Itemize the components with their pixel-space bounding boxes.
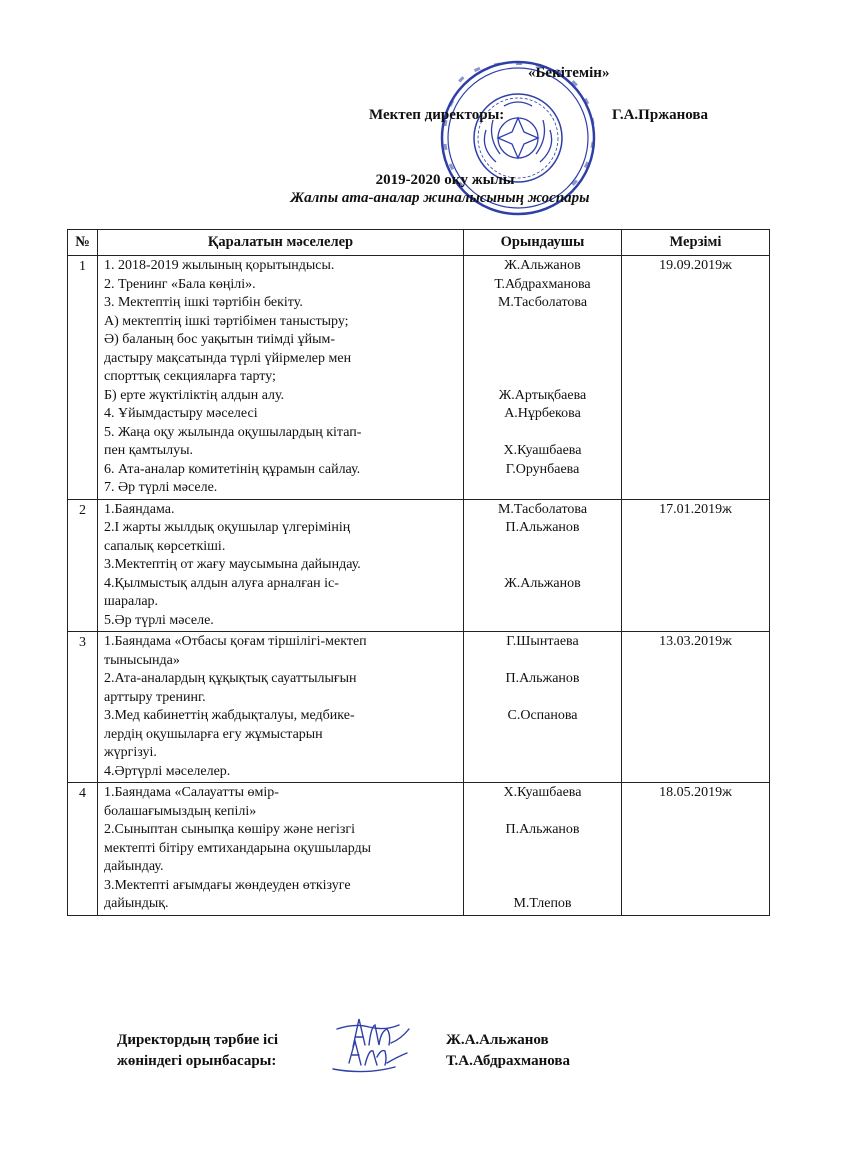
responsible-person [464, 424, 621, 443]
issue-line: болашағымыздың кепілі» [104, 803, 257, 819]
issue-line: А) мектептің ішкі тәртібімен таныстыру; [104, 313, 349, 329]
footer-name2: Т.А.Абдрахманова [446, 1053, 570, 1069]
issue-line: 4.Әртүрлі мәселелер. [104, 763, 231, 779]
responsible-person [464, 368, 621, 387]
issue-line: Б) ерте жүктіліктің алдын алу. [104, 387, 285, 403]
row-responsible [464, 632, 622, 783]
footer-role-line2: жөніндегі орынбасары: [117, 1053, 277, 1069]
responsible-person: П.Альжанов [505, 671, 580, 686]
issue-line: дастыру мақсатында түрлі үйірмелер мен [104, 350, 352, 366]
row-responsible [464, 256, 622, 500]
issue-line: 7. Әр түрлі мәселе. [104, 480, 218, 495]
issue-line: лердің оқушыларға егу жұмыстарын [104, 726, 323, 742]
issue-line: 1.Баяндама «Салауатты өмір- [104, 785, 279, 800]
header-number: № [68, 230, 98, 256]
academic-year: 2019-2020 оқу жылы [375, 172, 515, 188]
issue-line: тынысында» [104, 652, 180, 668]
row-deadline: 17.01.2019ж [622, 499, 770, 632]
responsible-person [464, 652, 621, 671]
issue-line: спорттық секцияларға тарту; [104, 369, 276, 384]
responsible-person: П.Альжанов [505, 822, 580, 837]
issue-line: 4. Ұйымдастыру мәселесі [104, 406, 258, 421]
issue-line: 2. Тренинг «Бала көңілі». [104, 276, 256, 292]
table-row [68, 499, 770, 632]
row-issues [98, 256, 464, 500]
issue-line: арттыру тренинг. [104, 689, 206, 705]
handwritten-signature [325, 1005, 435, 1085]
responsible-person [464, 556, 621, 575]
meeting-plan-table [67, 229, 770, 916]
issue-line: 3.Мектепті ағымдағы жөндеуден өткізуге [104, 877, 351, 893]
table-row [68, 256, 770, 500]
issue-line: дайындық. [104, 896, 169, 911]
responsible-person: А.Нұрбекова [504, 406, 581, 421]
responsible-person [464, 858, 621, 877]
responsible-person: Ж.Альжанов [504, 258, 581, 273]
table-row [68, 632, 770, 783]
row-responsible [464, 783, 622, 916]
issue-line: сапалық көрсеткіші. [104, 538, 226, 554]
footer-name1: Ж.А.Альжанов [446, 1032, 549, 1048]
responsible-person: Ж.Альжанов [504, 575, 581, 591]
responsible-person [464, 538, 621, 557]
issue-line: жүргізуі. [104, 745, 157, 760]
responsible-person [464, 331, 621, 350]
issue-line: 3. Мектептің ішкі тәртібін бекіту. [104, 295, 303, 310]
row-deadline: 18.05.2019ж [622, 783, 770, 916]
responsible-person [464, 840, 621, 859]
table-header-row [68, 230, 770, 256]
responsible-person: Х.Куашбаева [503, 443, 582, 458]
responsible-person: Г.Шынтаева [506, 634, 579, 649]
row-deadline: 13.03.2019ж [622, 632, 770, 783]
approval-role: Мектеп директоры: [369, 107, 505, 123]
document-title: Жалпы ата-аналар жиналысының жоспары [290, 190, 590, 206]
issue-line: 5. Жаңа оқу жылында оқушылардың кітап- [104, 424, 362, 440]
issue-line: мектепті бітіру емтихандарына оқушыларды [104, 840, 372, 856]
responsible-person: М.Тлепов [513, 896, 572, 911]
header-issues: Қаралатын мәселелер [98, 230, 464, 256]
row-issues [98, 499, 464, 632]
issue-line: пен қамтылуы. [104, 443, 193, 458]
row-deadline: 19.09.2019ж [622, 256, 770, 500]
issue-line: 4.Қылмыстық алдын алуға арналған іс- [104, 575, 339, 591]
footer-role [117, 1030, 278, 1072]
issue-line: 5.Әр түрлі мәселе. [104, 612, 214, 628]
responsible-person: П.Альжанов [505, 520, 580, 535]
responsible-person [464, 689, 621, 708]
row-number: 3 [68, 632, 98, 783]
footer-names [446, 1030, 570, 1072]
issue-line: 2.Сыныптан сыныпқа көшіру және негізгі [104, 822, 356, 837]
approval-name: Г.А.Пржанова [612, 107, 708, 123]
footer-role-line1: Директордың тәрбие ісі [117, 1032, 279, 1048]
responsible-person: Х.Куашбаева [503, 785, 582, 800]
header-deadline: Мерзімі [622, 230, 770, 256]
responsible-person [464, 313, 621, 332]
table-row [68, 783, 770, 916]
issue-line: 1.Баяндама. [104, 501, 175, 517]
issue-line: 6. Ата-аналар комитетінің құрамын сайлау. [104, 461, 361, 477]
issue-line: Ә) баланың бос уақытын тиімді ұйым- [104, 332, 336, 347]
issue-line: 3.Мед кабинеттің жабдықталуы, медбике- [104, 708, 355, 723]
row-number: 4 [68, 783, 98, 916]
issue-line: дайындау. [104, 859, 164, 874]
row-number: 1 [68, 256, 98, 500]
issue-line: шаралар. [104, 594, 159, 609]
responsible-person: Г.Орунбаева [505, 461, 580, 477]
row-issues [98, 632, 464, 783]
responsible-person: М.Тасболатова [497, 501, 588, 517]
row-responsible [464, 499, 622, 632]
responsible-person: С.Оспанова [507, 708, 578, 723]
issue-line: 3.Мектептің от жағу маусымына дайындау. [104, 557, 361, 572]
responsible-person: Т.Абдрахманова [494, 276, 591, 292]
issue-line: 2.Ата-аналардың құқықтық сауаттылығын [104, 671, 357, 686]
responsible-person: М.Тасболатова [497, 295, 588, 310]
row-number: 2 [68, 499, 98, 632]
approval-title: «Бекітемін» [528, 65, 610, 81]
responsible-person [464, 877, 621, 896]
responsible-person [464, 350, 621, 369]
responsible-person: Ж.Артықбаева [498, 387, 587, 403]
issue-line: 1. 2018-2019 жылының қорытындысы. [104, 258, 335, 273]
issue-line: 2.І жарты жылдық оқушылар үлгерімінің [104, 520, 351, 535]
header-responsible: Орындаушы [464, 230, 622, 256]
responsible-person [464, 803, 621, 822]
issue-line: 1.Баяндама «Отбасы қоғам тіршілігі-мектеп [104, 634, 367, 649]
row-issues [98, 783, 464, 916]
